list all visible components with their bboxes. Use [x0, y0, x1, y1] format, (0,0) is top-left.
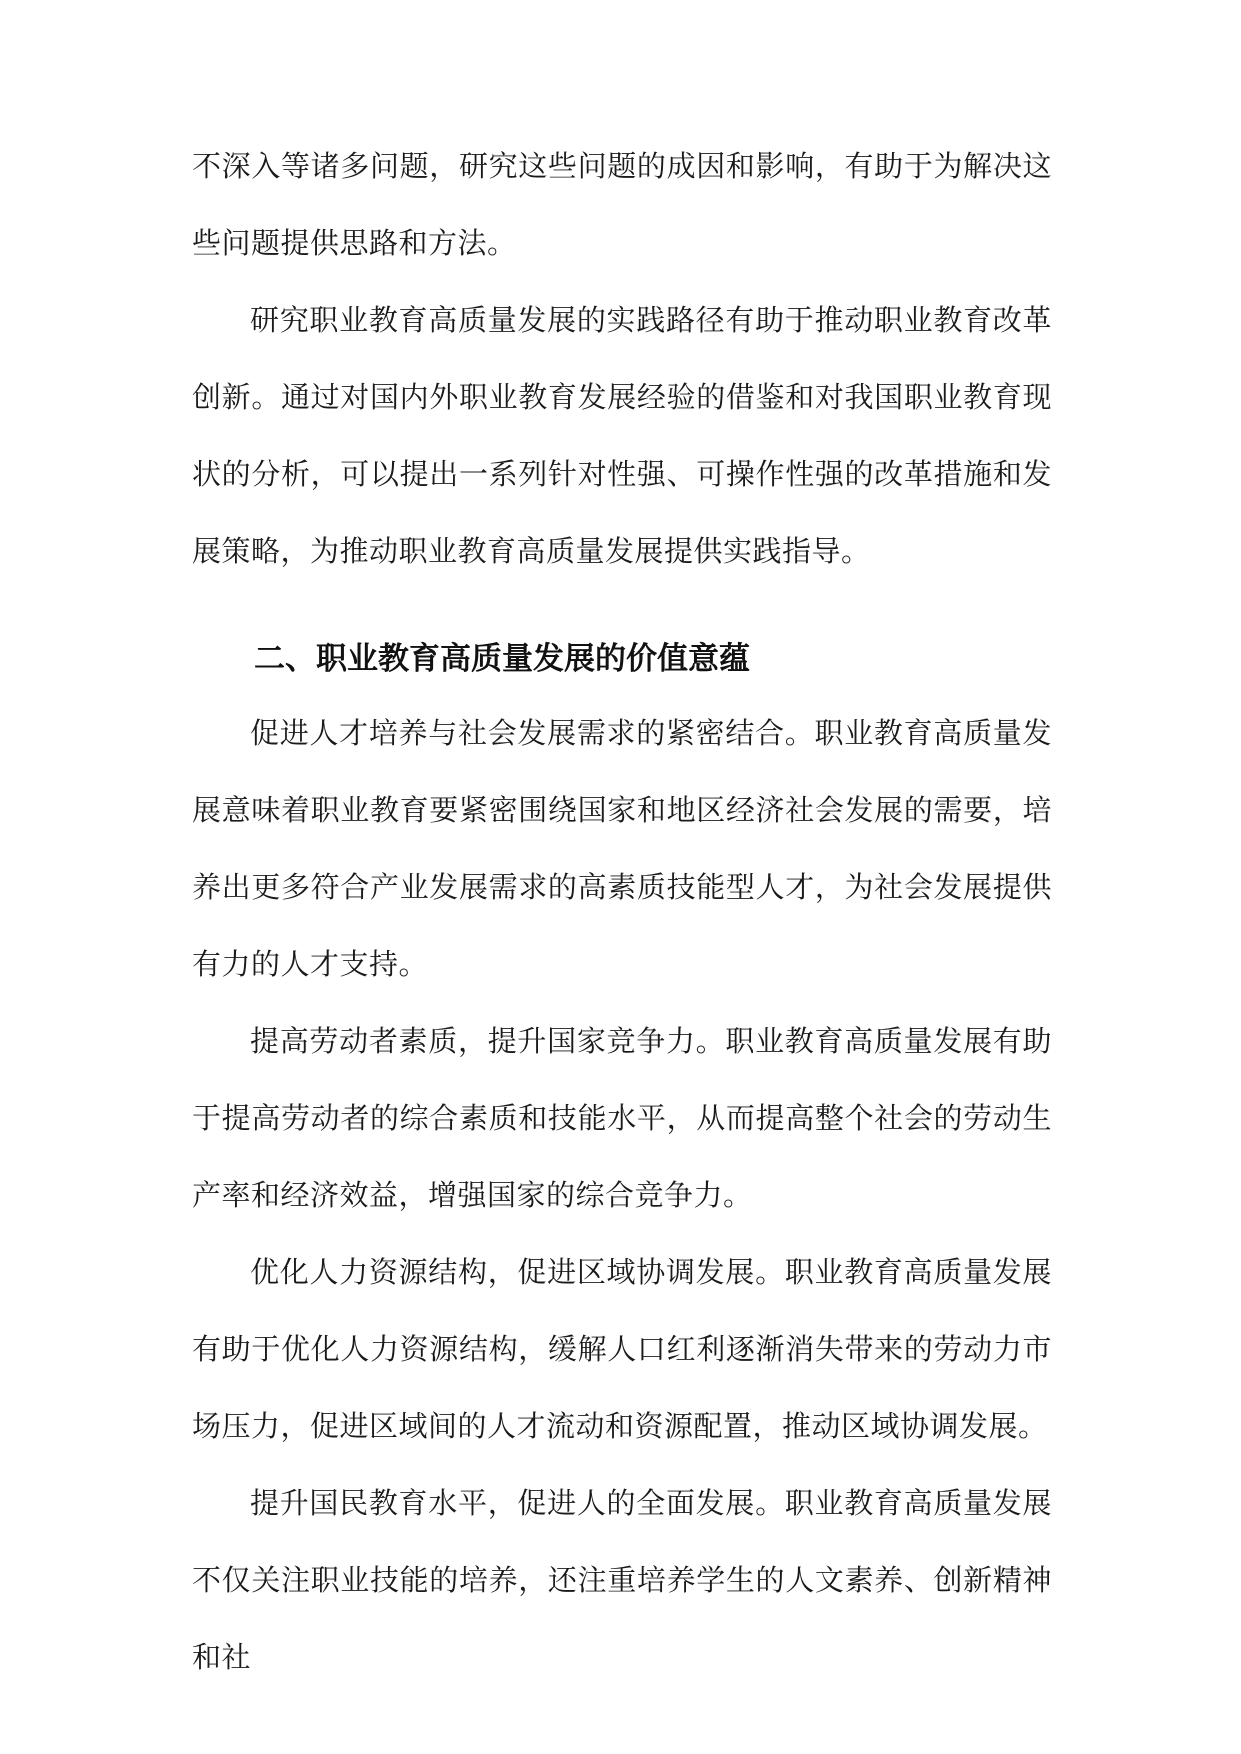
paragraph-research-significance: 研究职业教育高质量发展的实践路径有助于推动职业教育改革创新。通过对国内外职业教育发展经验的借鉴和对我国职业教育现状的分析，可以提出一系列针对性强、可操作性强的改革措施和发展策略，为推动职业教育高质量发展提供实践指导。: [192, 303, 1052, 568]
paragraph-national-education: 提升国民教育水平，促进人的全面发展。职业教育高质量发展不仅关注职业技能的培养，还注重培养学生的人文素养、创新精神和社: [192, 1486, 1052, 1674]
paragraph-continuation: 不深入等诸多问题，研究这些问题的成因和影响，有助于为解决这些问题提供思路和方法。: [192, 149, 1052, 260]
paragraph-talent-cultivation: 促进人才培养与社会发展需求的紧密结合。职业教育高质量发展意味着职业教育要紧密围绕国家和地区经济社会发展的需要，培养出更多符合产业发展需求的高素质技能型人才，为社会发展提供有力的人才支持。: [192, 716, 1052, 981]
section-heading: 二、职业教育高质量发展的价值意蕴: [254, 641, 750, 677]
paragraph-labor-quality: 提高劳动者素质，提升国家竞争力。职业教育高质量发展有助于提高劳动者的综合素质和技能水平，从而提高整个社会的劳动生产率和经济效益，增强国家的综合竞争力。: [192, 1024, 1052, 1212]
document-body: [192, 128, 1052, 1696]
paragraph-human-resources: 优化人力资源结构，促进区域协调发展。职业教育高质量发展有助于优化人力资源结构，缓解人口红利逐渐消失带来的劳动力市场压力，促进区域间的人才流动和资源配置，推动区域协调发展。: [192, 1255, 1052, 1443]
